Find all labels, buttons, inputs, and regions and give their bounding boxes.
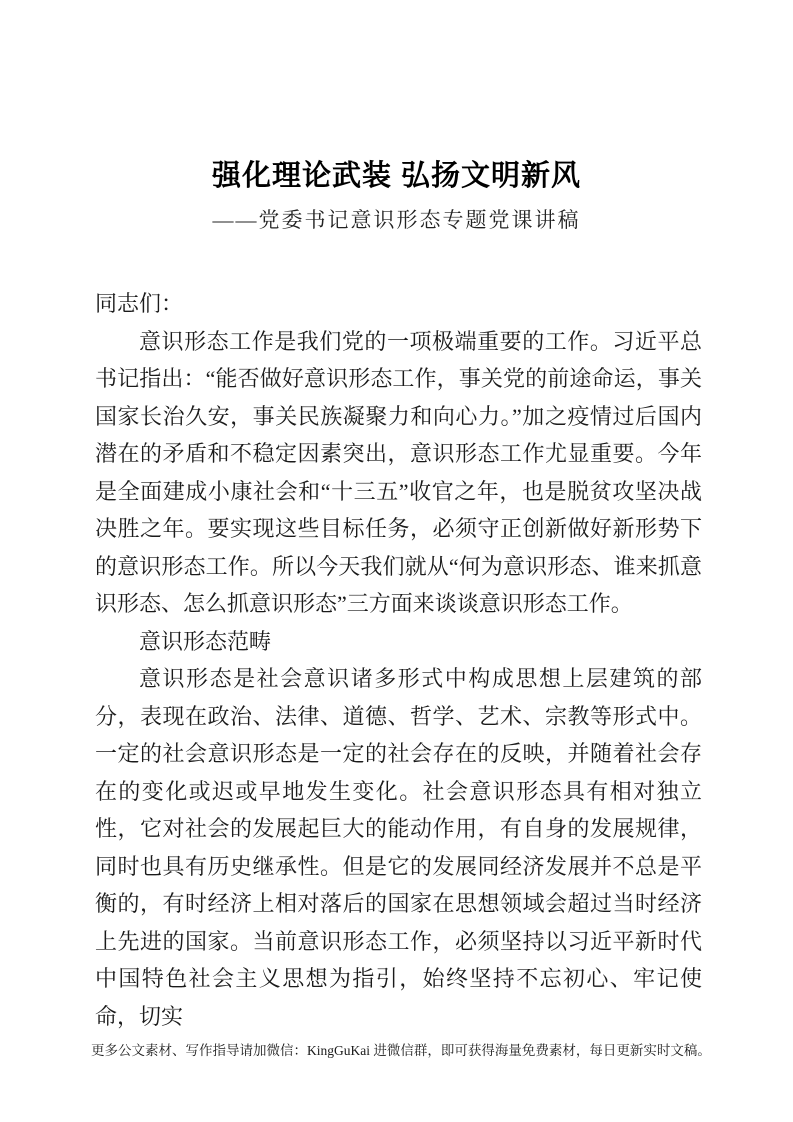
section-heading-ideology-scope: 意识形态范畴 [139,628,272,654]
body-paragraph-intro: 意识形态工作是我们党的一项极端重要的工作。习近平总书记指出：“能否做好意识形态工作，事关党的前途命运，事关国家长治久安，事关民族凝聚力和向心力。”加之疫情过后国内潜在的矛盾和不稳定因素突出，意识形态工作尤显重要。今年是全面建成小康社会和“十三五”收官之年，也是脱贫攻坚决战决胜之年。要实现这些目标任务，必须守正创新做好新形势下的意识形态工作。所以今天我们就从“何为意识形态、谁来抓意识形态、怎么抓意识形态”三方面来谈谈意识形态工作。 [95,328,702,616]
document-body [95,285,702,1035]
footer-note: 更多公文素材、写作指导请加微信：KingGuKai 进微信群，即可获得海量免费素材，每日更新实时文稿。 [91,1043,711,1058]
document-title: 强化理论武装 弘扬文明新风 [211,160,582,192]
document-subtitle: ——党委书记意识形态专题党课讲稿 [212,208,581,232]
body-paragraph-ideology-definition: 意识形态是社会意识诸多形式中构成思想上层建筑的部分，表现在政治、法律、道德、哲学、艺术、宗教等形式中。一定的社会意识形态是一定的社会存在的反映，并随着社会存在的变化或迟或早地发生变化。社会意识形态具有相对独立性，它对社会的发展起巨大的能动作用，有自身的发展规律，同时也具有历史继承性。但是它的发展同经济发展并不总是平衡的，有时经济上相对落后的国家在思想领域会超过当时经济上先进的国家。当前意识形态工作，必须坚持以习近平新时代中国特色社会主义思想为指引，始终坚持不忘初心、牢记使命，切实 [95,666,702,1029]
salutation: 同志们： [95,291,184,316]
